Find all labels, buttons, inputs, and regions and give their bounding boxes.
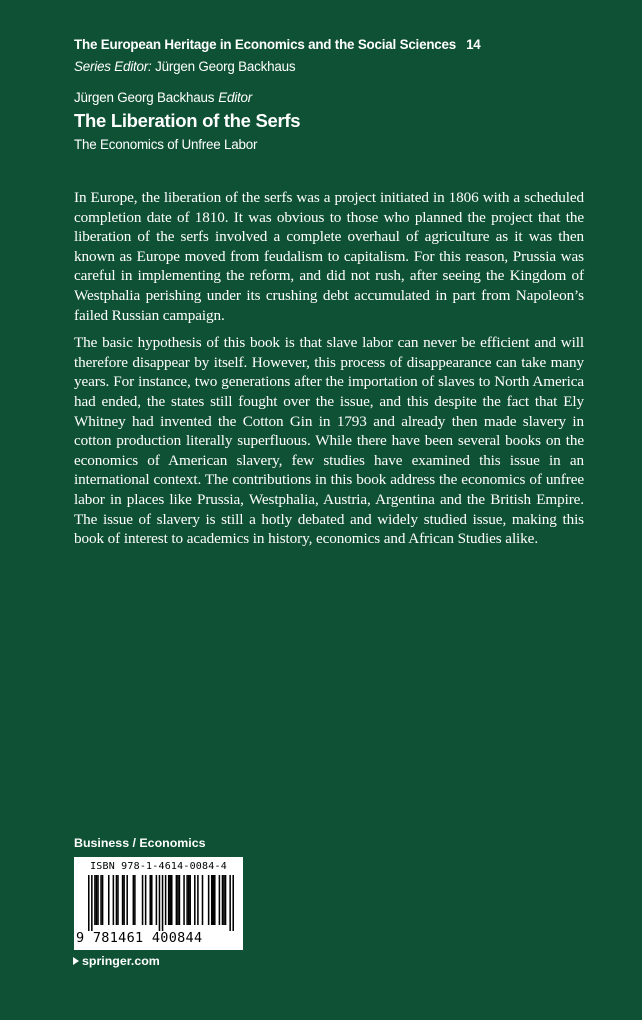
blurb [74,188,584,557]
barcode-bar [197,875,199,925]
barcode-bar [177,875,179,925]
book-editor-role: Editor [218,90,252,105]
series-title [74,37,481,52]
book-subtitle: The Economics of Unfree Labor [74,137,258,152]
subject-category: Business / Economics [74,836,206,850]
barcode-bar [189,875,191,925]
barcode-bar [108,875,110,925]
barcode-bar [122,875,124,925]
barcode-bar [165,875,167,925]
barcode-bar [149,875,151,925]
barcode-bar [126,875,128,925]
barcode-bar [171,875,173,925]
barcode-bar [232,875,234,931]
barcode-bar [142,875,144,925]
isbn-label: ISBN 978-1-4614-0084-4 [90,861,227,872]
book-editor-name: Jürgen Georg Backhaus [74,90,215,105]
barcode-bar [97,875,99,925]
barcode-bar [162,875,164,931]
series-editor-label: Series Editor: [74,59,152,74]
barcode-bar [186,875,188,925]
book-title: The Liberation of the Serfs [74,110,301,131]
barcode-bar [113,875,115,925]
barcode-bar [176,875,178,925]
barcode-bar [225,875,227,925]
barcode-bars [88,875,234,931]
barcode-bar [145,875,147,925]
series-number: 14 [466,37,481,52]
barcode-bar [134,875,136,925]
barcode-bar [91,875,93,931]
barcode-bar [229,875,231,931]
barcode-bar [159,875,161,931]
blurb-paragraph: In Europe, the liberation of the serfs was a project initiated in 1806 with a scheduled completion date of 1810. It was obvious to those who planned the project that the liberation of the serfs involved a complete overhaul of agriculture as it was then known as Europe moved from feudalism to capitalism. For this reason, Prussia was careful in implementing the reform, and did not rush, after seeing the Kingdom of Westphalia perishing under its crushing debt accumulated in part from Napoleon’s failed Russian campaign. [74,189,584,324]
triangle-right-icon [73,957,79,965]
book-editor [74,90,252,105]
barcode-bar [202,875,204,925]
barcode-bar [102,875,104,925]
publisher-url: springer.com [82,954,160,968]
barcode-bar [219,875,221,925]
barcode-bar [117,875,119,925]
series-title-text: The European Heritage in Economics and the Social Sciences [74,37,457,52]
barcode-bar [94,875,96,925]
barcode-bar [188,875,190,925]
barcode-bar [222,875,224,925]
barcode-bar [211,875,213,925]
blurb-paragraph: The basic hypothesis of this book is that slave labor can never be efficient and will therefore disappear by itself. However, this process of disappearance can take many years. For instance, two generations after the importation of slaves to North America had ended, the states still fought over the issue, and this despite the fact that Ely Whitney had invented the Cotton Gin in 1793 and already then made slavery in cotton production literally superfluous. While there have been several books on the economics of American slavery, few studies have examined this issue in an international context. The contributions in this book address the economics of unfree labor in places like Prussia, Westphalia, Austria, Argentina and the British Empire. The issue of slavery is still a hotly debated and widely studied issue, making this book of interest to academics in history, economics and African Studies alike. [74,334,584,548]
barcode-bar [133,875,135,925]
barcode-digits: 9 781461 400844 [76,930,203,946]
barcode-bar [179,875,181,925]
barcode-bar [183,875,185,925]
barcode-bar [168,875,170,925]
barcode-bar [123,875,125,925]
barcode-bar [208,875,210,925]
barcode-bar [169,875,171,925]
barcode-bar [212,875,214,925]
series-editor [74,59,295,74]
barcode-bar [156,875,158,925]
barcode-bar [116,875,118,925]
barcode-bar [88,875,90,931]
publisher-link[interactable] [73,954,160,968]
barcode-bar [223,875,225,925]
isbn-barcode [74,857,243,950]
barcode-bar [214,875,216,925]
series-editor-name: Jürgen Georg Backhaus [155,59,296,74]
barcode-bar [151,875,153,925]
barcode-bar [194,875,196,925]
barcode-bar [100,875,102,925]
barcode-bar [96,875,98,925]
